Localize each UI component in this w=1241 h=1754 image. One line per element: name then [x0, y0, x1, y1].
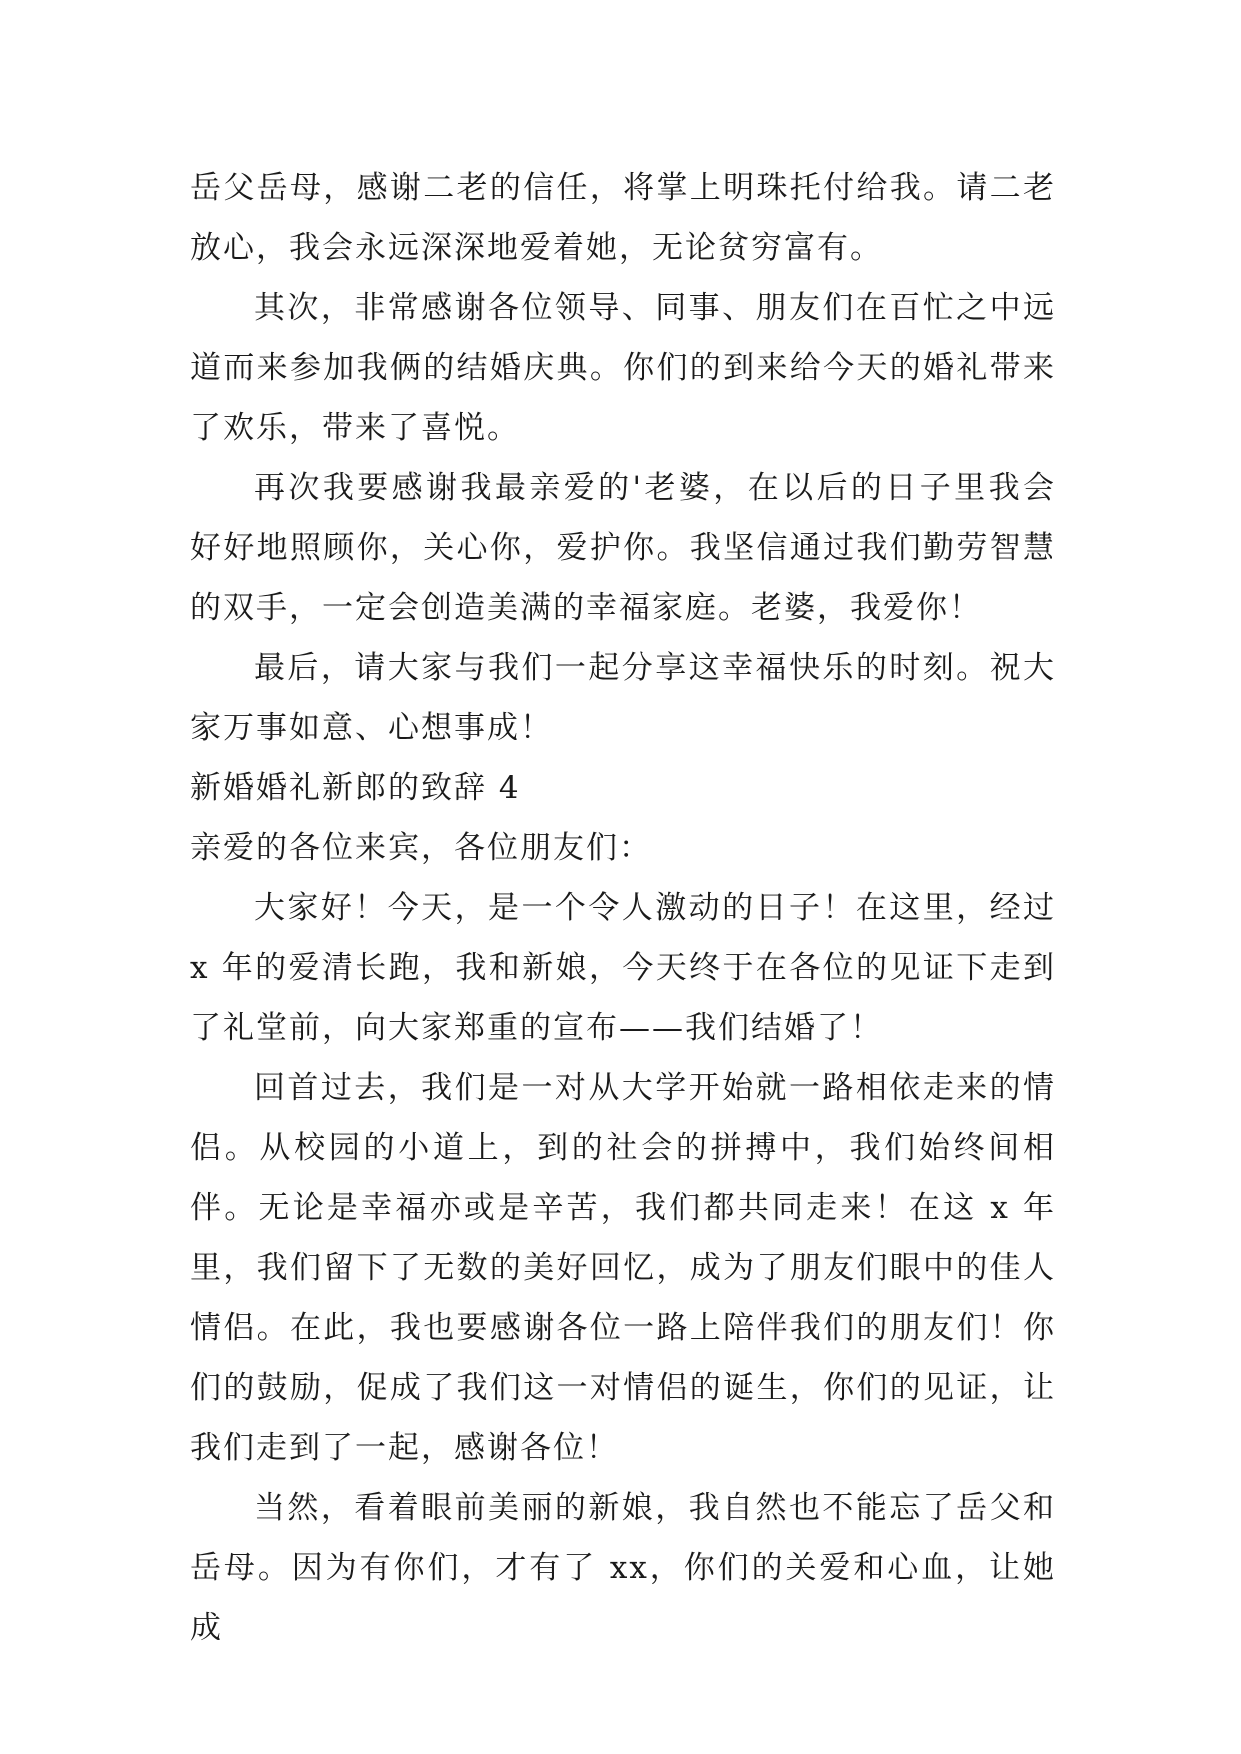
paragraph-5: 大家好！今天，是一个令人激动的日子！在这里，经过 x 年的爱清长跑，我和新娘，今天终于在各位的见证下走到了礼堂前，向大家郑重的宣布——我们结婚了！ — [190, 890, 1056, 1046]
paragraph-2: 其次，非常感谢各位领导、同事、朋友们在百忙之中远道而来参加我俩的结婚庆典。你们的到来给今天的婚礼带来了欢乐，带来了喜悦。 — [190, 290, 1056, 446]
paragraph-7: 当然，看着眼前美丽的新娘，我自然也不能忘了岳父和岳母。因为有你们，才有了 xx，你们的关爱和心血，让她成 — [190, 1490, 1056, 1646]
paragraph-4: 最后，请大家与我们一起分享这幸福快乐的时刻。祝大家万事如意、心想事成！ — [190, 650, 1056, 746]
section-heading: 新婚婚礼新郎的致辞 4 — [190, 770, 521, 806]
paragraph-6: 回首过去，我们是一对从大学开始就一路相依走来的情侣。从校园的小道上，到的社会的拼搏中，我们始终间相伴。无论是幸福亦或是辛苦，我们都共同走来！在这 x 年里，我们留下了无数的美好回忆，成为了朋友们眼中的佳人情侣。在此，我也要感谢各位一路上陪伴我们的朋友们！你们的鼓励，促成了我们这一对情侣的诞生，你们的见证，让我们走到了一起，感谢各位！ — [190, 1070, 1056, 1466]
document-body — [190, 158, 1056, 1658]
paragraph-3: 再次我要感谢我最亲爱的'老婆，在以后的日子里我会好好地照顾你，关心你，爱护你。我坚信通过我们勤劳智慧的双手，一定会创造美满的幸福家庭。老婆，我爱你！ — [190, 470, 1056, 626]
salutation: 亲爱的各位来宾，各位朋友们： — [190, 830, 652, 866]
paragraph-1: 岳父岳母，感谢二老的信任，将掌上明珠托付给我。请二老放心，我会永远深深地爱着她，无论贫穷富有。 — [190, 170, 1056, 266]
